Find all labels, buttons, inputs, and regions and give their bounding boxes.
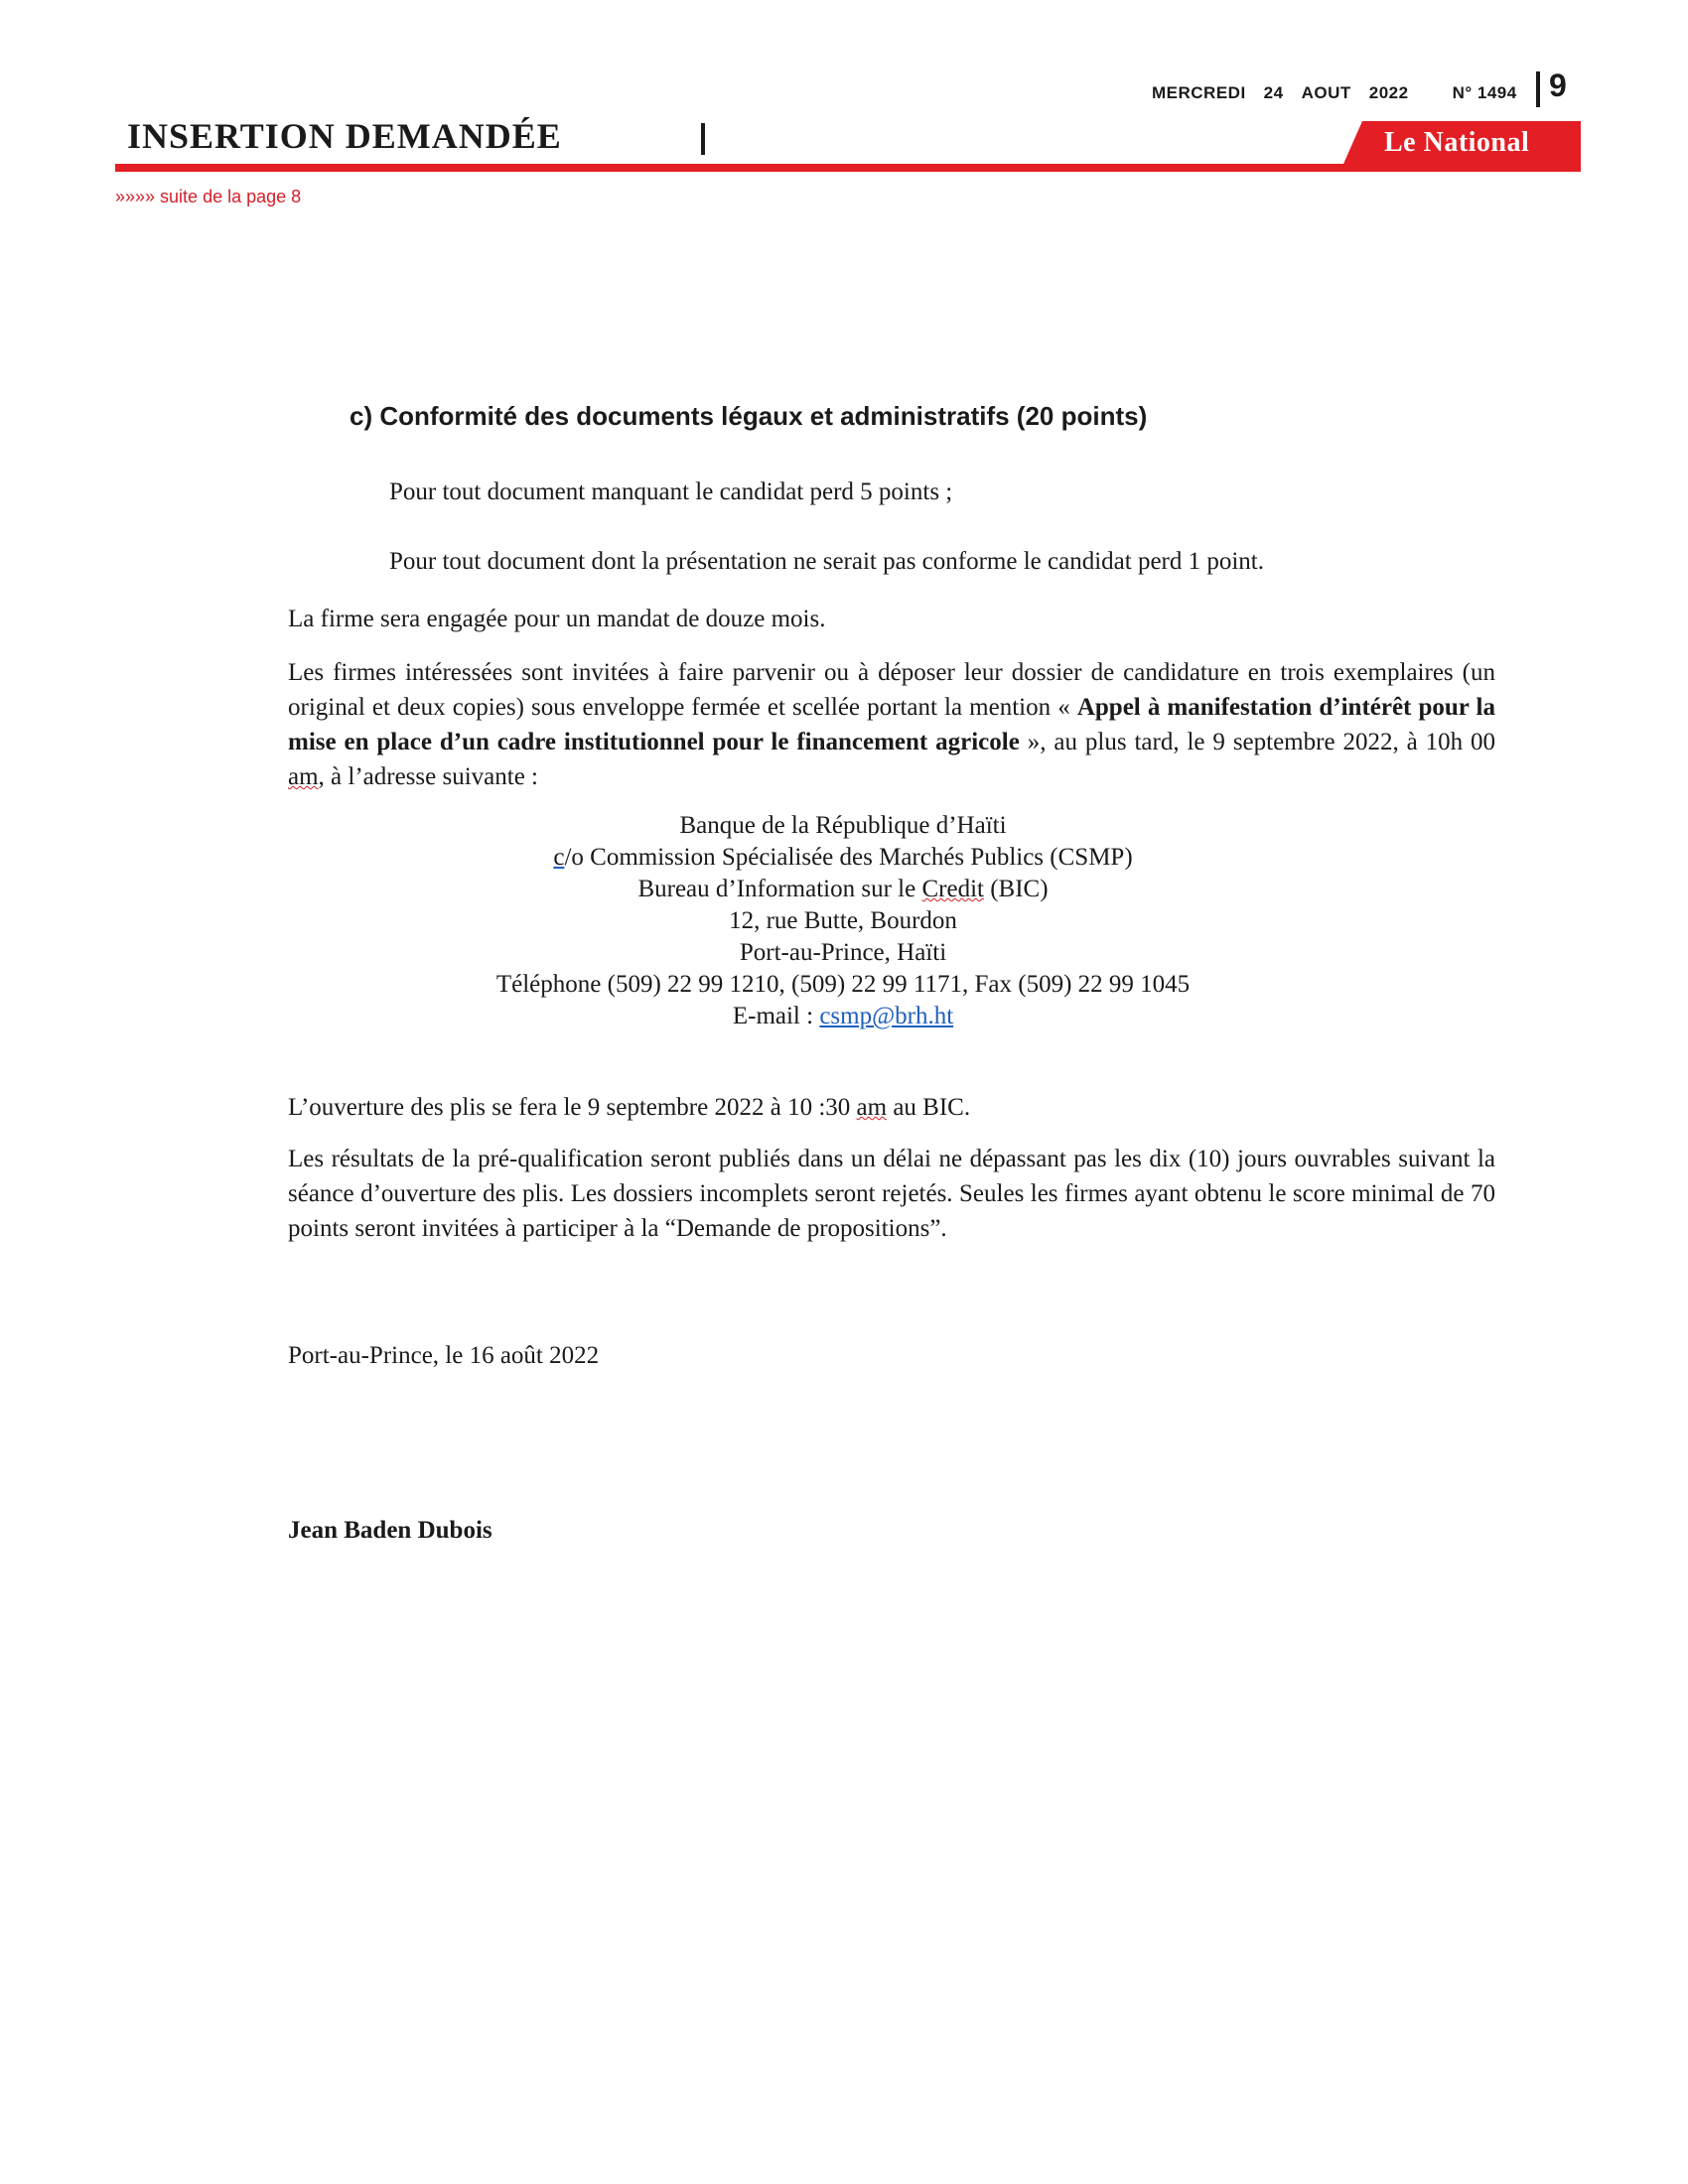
opening-paragraph bbox=[288, 1090, 1495, 1125]
newspaper-brand: Le National bbox=[1384, 127, 1530, 158]
issue-date-line bbox=[1152, 83, 1517, 103]
page-number-divider bbox=[1536, 71, 1540, 107]
criteria-heading: c) Conformité des documents légaux et administratifs (20 points) bbox=[350, 401, 1148, 431]
page-number: 9 bbox=[1549, 68, 1567, 103]
header-rule bbox=[115, 164, 1581, 172]
opening-b: au BIC. bbox=[887, 1094, 971, 1121]
issue-number: N° 1494 bbox=[1452, 83, 1517, 102]
rule-missing-document: Pour tout document manquant le candidat perd 5 points ; bbox=[389, 478, 953, 505]
address-commission bbox=[288, 842, 1398, 874]
submission-deadline: », au plus tard, le 9 septembre 2022, à 10h 00 bbox=[1019, 729, 1495, 755]
submission-intro: Les firmes intéressées sont invitées à faire parvenir ou à déposer leur dossier de candidature en trois exemplaires (un original et deux copies) sous enveloppe fermée et scellée portant la mention « bbox=[288, 659, 1495, 721]
submission-paragraph bbox=[288, 655, 1495, 794]
rule-nonconforming-document: Pour tout document dont la présentation ne serait pas conforme le candidat perd 1 point. bbox=[389, 548, 1265, 575]
address-bureau bbox=[288, 874, 1398, 905]
address-email-line bbox=[288, 1001, 1398, 1032]
place-date: Port-au-Prince, le 16 août 2022 bbox=[288, 1342, 600, 1369]
issue-month: AOUT bbox=[1301, 83, 1351, 102]
submission-address bbox=[288, 810, 1398, 1032]
signatory-name: Jean Baden Dubois bbox=[288, 1517, 492, 1544]
address-bureau-a: Bureau d’Information sur le bbox=[637, 876, 922, 902]
opening-text bbox=[288, 1090, 1495, 1125]
email-link[interactable]: csmp@brh.ht bbox=[819, 1003, 954, 1029]
mandate-paragraph bbox=[288, 602, 1495, 636]
continued-from-note: »»»» suite de la page 8 bbox=[115, 187, 302, 206]
mandate-text: La firme sera engagée pour un mandat de douze mois. bbox=[288, 606, 826, 632]
submission-text bbox=[288, 655, 1495, 794]
opening-a: L’ouverture des plis se fera le 9 septembre 2022 à 10 :30 bbox=[288, 1094, 857, 1121]
address-bureau-b: (BIC) bbox=[983, 876, 1049, 902]
submission-subject: Appel à manifestation d’intérêt pour la mise en place d’un cadre institutionnel pour le financement agricole bbox=[288, 694, 1495, 755]
address-street: 12, rue Butte, Bourdon bbox=[729, 907, 957, 934]
results-paragraph bbox=[288, 1142, 1495, 1246]
submission-end: , à l’adresse suivante : bbox=[318, 763, 538, 790]
section-title: INSERTION DEMANDÉE bbox=[127, 116, 562, 156]
address-phone: Téléphone (509) 22 99 1210, (509) 22 99 1171, Fax (509) 22 99 1045 bbox=[495, 971, 1191, 998]
submission-am: am bbox=[288, 763, 319, 790]
issue-weekday: MERCREDI bbox=[1152, 83, 1246, 102]
email-label: E-mail : bbox=[732, 1003, 820, 1029]
title-divider bbox=[701, 123, 705, 155]
address-bank: Banque de la République d’Haïti bbox=[679, 812, 1007, 839]
address-city: Port-au-Prince, Haïti bbox=[739, 939, 947, 966]
opening-am: am bbox=[856, 1094, 888, 1121]
issue-year: 2022 bbox=[1368, 83, 1409, 102]
issue-day: 24 bbox=[1263, 83, 1284, 102]
address-commission-rest: /o Commission Spécialisée des Marchés Publics (CSMP) bbox=[564, 844, 1133, 871]
address-bureau-credit: Credit bbox=[921, 876, 984, 902]
results-text: Les résultats de la pré-qualification seront publiés dans un délai ne dépassant pas les dix (10) jours ouvrables suivant la séance d’ouverture des plis. Les dossiers incomplets seront rejetés. Seules les firmes ayant obtenu le score minimal de 70 points seront invitées à participer à la “Demande de propositions”. bbox=[288, 1146, 1495, 1242]
address-co-c: c bbox=[553, 844, 565, 871]
